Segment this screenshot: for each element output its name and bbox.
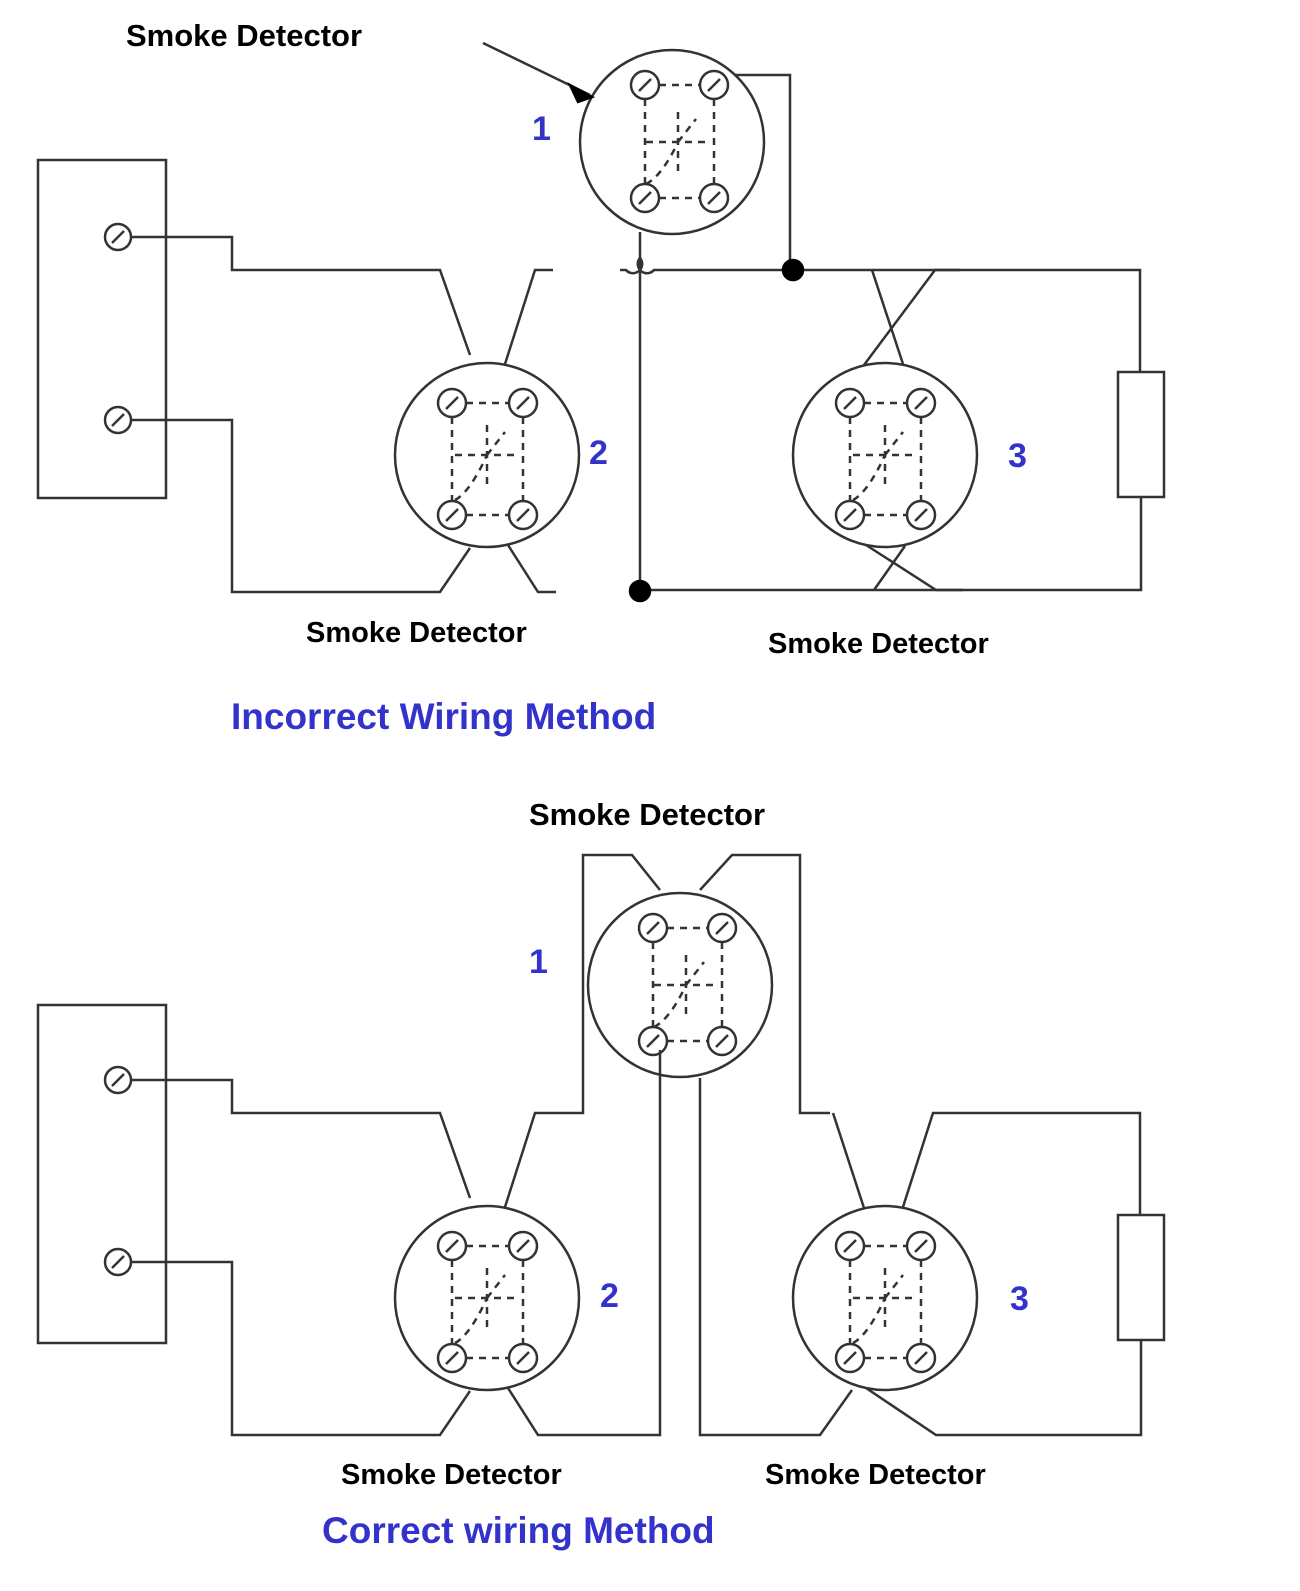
det3-lead-upper-left-bottom (833, 1113, 864, 1208)
det2-lead-upper-right-bottom (505, 1113, 553, 1207)
det3-lead-upper-right-bottom (903, 1113, 960, 1207)
wire-from-resistor-bottom (963, 1340, 1141, 1435)
wire-det1-to-det3-upper-bottom (700, 855, 830, 1113)
detector-number-1-bottom: 1 (529, 943, 548, 981)
eol-resistor-top (1118, 372, 1164, 497)
wire-det2-to-det1-bottom (553, 855, 660, 1113)
wire-panel-bottom-top (131, 420, 470, 592)
control-panel-box-top (38, 160, 166, 498)
det2-lead-lower-right-bottom (508, 1388, 556, 1435)
label-smoke-detector-top-3: Smoke Detector (768, 628, 989, 660)
wire-to-resistor-top (960, 270, 1140, 372)
label-smoke-detector-bottom-2: Smoke Detector (341, 1459, 562, 1491)
detector-number-2-bottom: 2 (600, 1277, 619, 1315)
caption-incorrect-wiring: Incorrect Wiring Method (231, 696, 657, 737)
det3-lead-lower-right-bottom (866, 1388, 963, 1435)
control-panel-box-bottom (38, 1005, 166, 1343)
caption-correct-wiring: Correct wiring Method (322, 1510, 715, 1551)
det2-lead-upper-right-top (505, 270, 553, 364)
wire-panel-bottom-bottom (131, 1262, 470, 1435)
det2-lead-lower-right-top (508, 545, 556, 592)
wire-det1-to-det3-lower-bottom (700, 1078, 852, 1435)
det3-lead-upper-right-top (864, 270, 960, 365)
wire-panel-to-det2-top (131, 237, 470, 355)
detector-number-3-bottom: 3 (1010, 1280, 1029, 1318)
arrow-pointer-icon-top (483, 43, 592, 102)
wire-det1-down-bottom (556, 1050, 660, 1435)
junction-dot-lower-top (630, 581, 650, 601)
detector-number-3-top: 3 (1008, 437, 1027, 475)
detector-number-1-top: 1 (532, 110, 551, 148)
det3-lead-lower-right-top (866, 545, 963, 590)
label-smoke-detector-top-2: Smoke Detector (306, 617, 527, 649)
wire-from-resistor-top (963, 497, 1141, 590)
label-smoke-detector-top-1: Smoke Detector (126, 18, 363, 53)
det1-lead-right-top (735, 75, 790, 270)
detector-number-2-top: 2 (589, 434, 608, 472)
wire-panel-to-det2-bottom (131, 1080, 470, 1198)
eol-resistor-bottom (1118, 1215, 1164, 1340)
label-smoke-detector-bottom-3: Smoke Detector (765, 1459, 986, 1491)
junction-dot-upper-top (783, 260, 803, 280)
label-smoke-detector-bottom-1: Smoke Detector (529, 797, 766, 832)
wire-to-resistor-bottom (960, 1113, 1140, 1215)
